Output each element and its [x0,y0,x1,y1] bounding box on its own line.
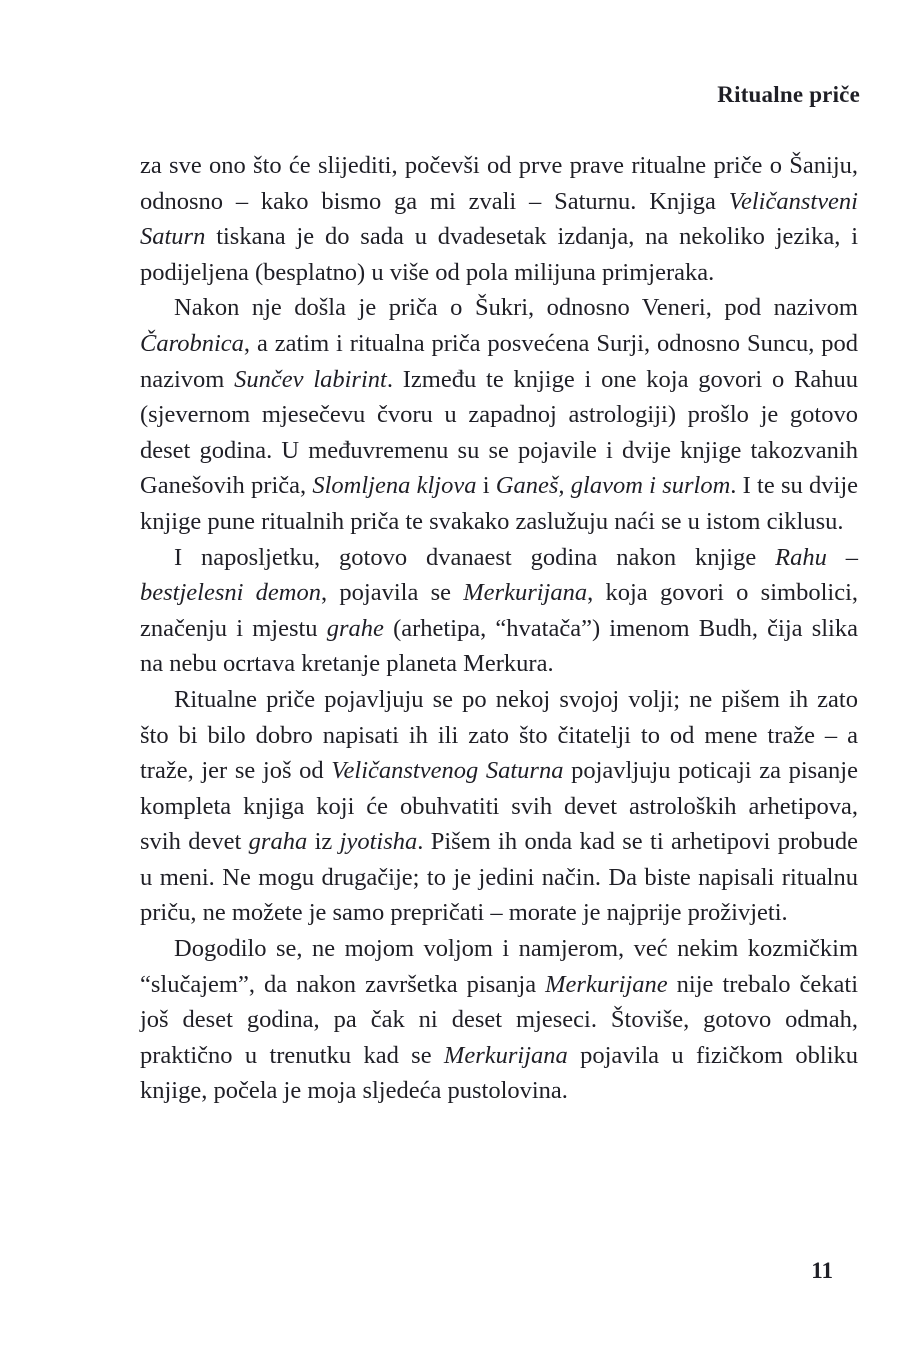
italic-text-run: grahe [326,614,384,642]
text-run: I naposljetku, gotovo dvanaest godina nakon knjige [174,543,776,571]
text-run: pojavljuju poticaji za pisanje kompleta knjiga koji će obuhvatiti svih devet astroloških arhetipova, svih devet [140,757,858,856]
body-text [140,148,858,1109]
text-run: , a zatim i ritualna priča posvećena Surji, odnosno Suncu, pod nazivom [140,329,858,393]
text-run: , pojavila se [321,579,464,607]
text-run: , koja govori o simbolici, značenju i mjestu [140,579,859,642]
text-run: . I te su dvije knjige pune ritualnih priča te svakako zaslužuju naći se u istom ciklusu. [140,472,859,535]
text-run: pojavila u fizičkom obliku knjige, počela je moja sljedeća pustolovina. [140,1041,858,1105]
paragraph [140,931,858,1109]
italic-text-run: Merkurijana [443,1041,568,1069]
paragraph [140,540,858,682]
text-run: . Između te knjige i one koja govori o Rahuu (sjevernom mjesečevu čvoru u zapadnoj astrologiji) prošlo je gotovo deset godina. U međuvremenu su se pojavile i dvije knjige takozvanih Ganešovih priča, [140,365,858,500]
text-run: za sve ono što će slijediti, počevši od prve prave ritualne priče o Šaniju, odnosno – kako bismo ga mi zvali – Saturnu. Knjiga [140,152,858,215]
running-header: Ritualne priče [717,82,860,107]
italic-text-run: Merkurijana [463,579,588,607]
italic-text-run: graha [248,828,308,856]
text-run: . Pišem ih onda kad se ti arhetipovi probude u meni. Ne mogu drugačije; to je jedini način. Da biste napisali ritualnu priču, ne možete je samo prepričati – morate je najprije proživjeti. [140,828,858,927]
text-run: iz [307,828,340,856]
page-number: 11 [811,1258,833,1283]
text-run: Dogodilo se, ne mojom voljom i namjerom, već nekim kozmičkim “slučajem”, da nakon završetka pisanja [140,935,858,998]
italic-text-run: jyotisha [339,828,418,856]
paragraph [140,682,858,931]
italic-text-run: Veličanstvenog Saturna [331,757,564,785]
text-run: Ritualne priče pojavljuju se po nekoj svojoj volji; ne pišem ih zato što bi bilo dobro napisati ih ili zato što čitatelji to od mene traže – a traže, jer se još od [140,685,858,785]
text-run: i [476,472,496,500]
text-run: (arhetipa, “hvatača”) imenom Budh, čija slika na nebu ocrtava kretanje planeta Merkura. [140,614,858,678]
italic-text-run: Ganeš, glavom i surlom [495,472,731,500]
paragraph [140,290,858,539]
italic-text-run: Čarobnica [140,329,244,357]
text-run: tiskana je do sada u dvadesetak izdanja, na nekoliko jezika, i podijeljena (besplatno) u više od pola milijuna primjeraka. [140,223,858,286]
italic-text-run: Slomljena kljova [312,472,477,500]
italic-text-run: Sunčev labirint [234,365,387,393]
text-run: nije trebalo čekati još deset godina, pa čak ni deset mjeseci. Štoviše, gotovo odmah, praktično u trenutku kad se [140,970,859,1069]
paragraph [140,148,858,290]
italic-text-run: Veličanstveni Saturn [140,187,858,251]
italic-text-run: Rahu – bestjelesni demon [140,543,858,607]
text-run: Nakon nje došla je priča o Šukri, odnosno Veneri, pod nazivom [174,294,858,322]
italic-text-run: Merkurijane [545,970,668,998]
